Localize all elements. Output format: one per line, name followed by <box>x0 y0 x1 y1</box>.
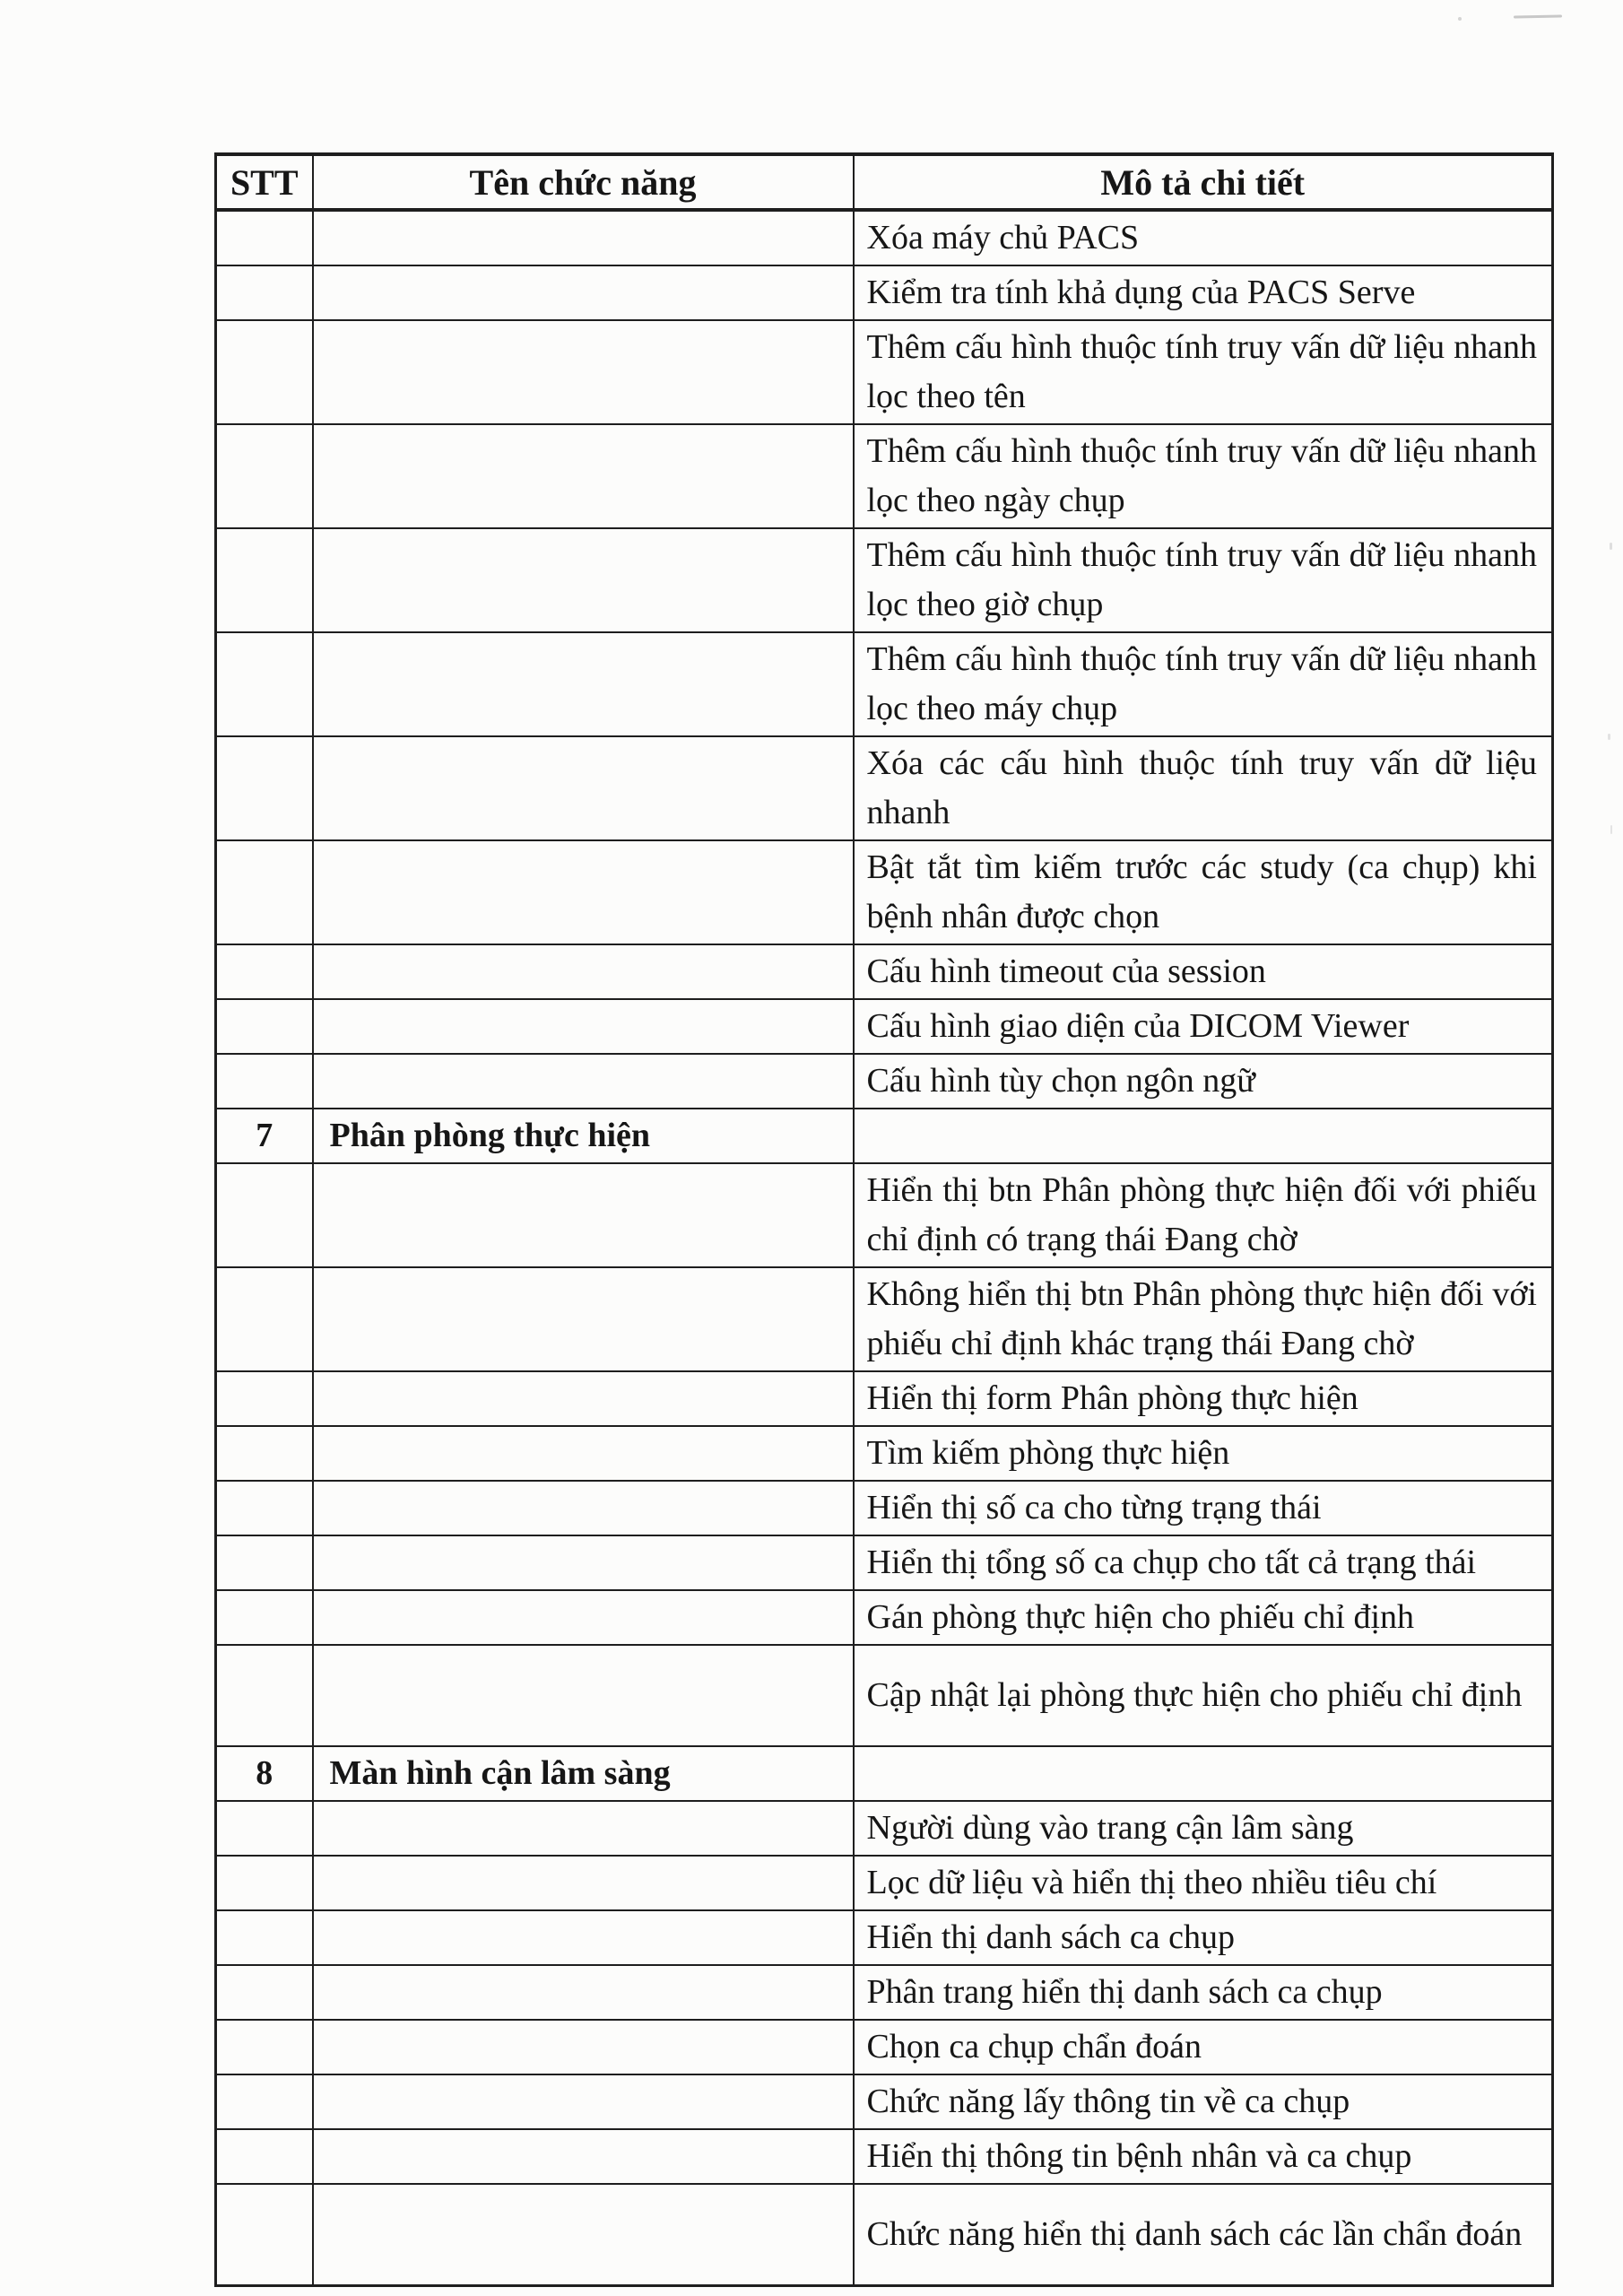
cell-stt <box>216 1371 313 1426</box>
cell-function-name <box>313 944 854 999</box>
table-header-row <box>216 154 1553 210</box>
cell-function-name <box>313 1267 854 1371</box>
cell-description: Cấu hình giao diện của DICOM Viewer <box>854 999 1553 1054</box>
cell-stt <box>216 1965 313 2020</box>
cell-function-name <box>313 210 854 265</box>
cell-stt <box>216 736 313 840</box>
cell-function-name <box>313 1371 854 1426</box>
cell-stt <box>216 2129 313 2184</box>
cell-function-name <box>313 2129 854 2184</box>
table-row <box>216 424 1553 528</box>
table-row <box>216 944 1553 999</box>
cell-stt: 7 <box>216 1109 313 1163</box>
column-header-stt: STT <box>216 154 313 210</box>
table-row <box>216 1371 1553 1426</box>
cell-description: Thêm cấu hình thuộc tính truy vấn dữ liệu nhanh lọc theo ngày chụp <box>854 424 1553 528</box>
cell-description: Hiển thị btn Phân phòng thực hiện đối với phiếu chỉ định có trạng thái Đang chờ <box>854 1163 1553 1267</box>
table-row <box>216 1163 1553 1267</box>
cell-function-name <box>313 1590 854 1645</box>
cell-function-name <box>313 2184 854 2285</box>
cell-stt <box>216 999 313 1054</box>
cell-description: Thêm cấu hình thuộc tính truy vấn dữ liệu nhanh lọc theo tên <box>854 320 1553 424</box>
cell-stt <box>216 2074 313 2129</box>
cell-stt <box>216 1054 313 1109</box>
cell-stt <box>216 1535 313 1590</box>
cell-stt <box>216 632 313 736</box>
cell-stt <box>216 1856 313 1910</box>
cell-function-name <box>313 1856 854 1910</box>
cell-stt <box>216 944 313 999</box>
table-row <box>216 1910 1553 1965</box>
cell-description: Gán phòng thực hiện cho phiếu chỉ định <box>854 1590 1553 1645</box>
table-row <box>216 528 1553 632</box>
scan-artifact-dash <box>1514 15 1562 19</box>
cell-stt: 8 <box>216 1746 313 1801</box>
table-row <box>216 320 1553 424</box>
cell-function-name <box>313 1163 854 1267</box>
table-row <box>216 1856 1553 1910</box>
cell-function-name: Phân phòng thực hiện <box>313 1109 854 1163</box>
cell-function-name <box>313 1965 854 2020</box>
table-row <box>216 1109 1553 1163</box>
cell-description: Hiển thị tổng số ca chụp cho tất cả trạng thái <box>854 1535 1553 1590</box>
cell-description: Thêm cấu hình thuộc tính truy vấn dữ liệu nhanh lọc theo giờ chụp <box>854 528 1553 632</box>
cell-description: Cấu hình tùy chọn ngôn ngữ <box>854 1054 1553 1109</box>
cell-description: Xóa các cấu hình thuộc tính truy vấn dữ liệu nhanh <box>854 736 1553 840</box>
cell-description: Chức năng hiển thị danh sách các lần chẩn đoán <box>854 2184 1553 2285</box>
cell-stt <box>216 1481 313 1535</box>
cell-description: Không hiển thị btn Phân phòng thực hiện đối với phiếu chỉ định khác trạng thái Đang chờ <box>854 1267 1553 1371</box>
table-row <box>216 1535 1553 1590</box>
scan-artifact-speck <box>1610 543 1612 550</box>
cell-description: Chức năng lấy thông tin về ca chụp <box>854 2074 1553 2129</box>
table-row <box>216 2129 1553 2184</box>
cell-function-name <box>313 2074 854 2129</box>
cell-function-name <box>313 320 854 424</box>
table-row <box>216 1645 1553 1746</box>
cell-stt <box>216 265 313 320</box>
table-row <box>216 2020 1553 2074</box>
cell-description: Người dùng vào trang cận lâm sàng <box>854 1801 1553 1856</box>
column-header-mo-ta-chi-tiet: Mô tả chi tiết <box>854 154 1553 210</box>
cell-stt <box>216 424 313 528</box>
cell-description: Hiển thị form Phân phòng thực hiện <box>854 1371 1553 1426</box>
scan-artifact-dot <box>1458 17 1462 21</box>
cell-description: Kiểm tra tính khả dụng của PACS Serve <box>854 265 1553 320</box>
cell-description: Cập nhật lại phòng thực hiện cho phiếu chỉ định <box>854 1645 1553 1746</box>
table-row <box>216 1054 1553 1109</box>
table-row <box>216 265 1553 320</box>
table-row <box>216 1801 1553 1856</box>
cell-function-name <box>313 424 854 528</box>
cell-function-name <box>313 2020 854 2074</box>
cell-description: Hiển thị danh sách ca chụp <box>854 1910 1553 1965</box>
cell-stt <box>216 2184 313 2285</box>
table-row <box>216 1965 1553 2020</box>
cell-function-name <box>313 528 854 632</box>
cell-function-name <box>313 736 854 840</box>
cell-stt <box>216 1267 313 1371</box>
scan-artifact-speck <box>1610 825 1612 834</box>
cell-stt <box>216 1801 313 1856</box>
cell-description <box>854 1746 1553 1801</box>
cell-stt <box>216 1645 313 1746</box>
cell-function-name: Màn hình cận lâm sàng <box>313 1746 854 1801</box>
cell-stt <box>216 1163 313 1267</box>
cell-stt <box>216 1910 313 1965</box>
table-row <box>216 999 1553 1054</box>
cell-function-name <box>313 265 854 320</box>
cell-description: Phân trang hiển thị danh sách ca chụp <box>854 1965 1553 2020</box>
cell-stt <box>216 528 313 632</box>
table-row <box>216 1590 1553 1645</box>
cell-function-name <box>313 1054 854 1109</box>
cell-description: Cấu hình timeout của session <box>854 944 1553 999</box>
cell-function-name <box>313 1535 854 1590</box>
table-row <box>216 736 1553 840</box>
table-row <box>216 1426 1553 1481</box>
table-row <box>216 1481 1553 1535</box>
cell-function-name <box>313 1801 854 1856</box>
column-header-ten-chuc-nang: Tên chức năng <box>313 154 854 210</box>
cell-function-name <box>313 840 854 944</box>
cell-stt <box>216 1426 313 1481</box>
cell-stt <box>216 2020 313 2074</box>
table-row <box>216 1267 1553 1371</box>
scan-artifact-speck <box>1608 734 1610 740</box>
cell-description: Chọn ca chụp chẩn đoán <box>854 2020 1553 2074</box>
cell-function-name <box>313 632 854 736</box>
cell-stt <box>216 1590 313 1645</box>
table-row <box>216 840 1553 944</box>
cell-description: Xóa máy chủ PACS <box>854 210 1553 265</box>
cell-description: Lọc dữ liệu và hiển thị theo nhiều tiêu chí <box>854 1856 1553 1910</box>
function-spec-table <box>214 152 1554 2287</box>
table-row <box>216 632 1553 736</box>
cell-description: Thêm cấu hình thuộc tính truy vấn dữ liệu nhanh lọc theo máy chụp <box>854 632 1553 736</box>
table-row <box>216 2184 1553 2285</box>
cell-function-name <box>313 1910 854 1965</box>
cell-stt <box>216 320 313 424</box>
cell-description: Tìm kiếm phòng thực hiện <box>854 1426 1553 1481</box>
cell-description <box>854 1109 1553 1163</box>
cell-stt <box>216 210 313 265</box>
cell-function-name <box>313 999 854 1054</box>
cell-function-name <box>313 1645 854 1746</box>
cell-description: Hiển thị thông tin bệnh nhân và ca chụp <box>854 2129 1553 2184</box>
table-row <box>216 210 1553 265</box>
cell-function-name <box>313 1426 854 1481</box>
table-row <box>216 2074 1553 2129</box>
cell-stt <box>216 840 313 944</box>
table-row <box>216 1746 1553 1801</box>
cell-description: Bật tắt tìm kiếm trước các study (ca chụp) khi bệnh nhân được chọn <box>854 840 1553 944</box>
cell-description: Hiển thị số ca cho từng trạng thái <box>854 1481 1553 1535</box>
cell-function-name <box>313 1481 854 1535</box>
